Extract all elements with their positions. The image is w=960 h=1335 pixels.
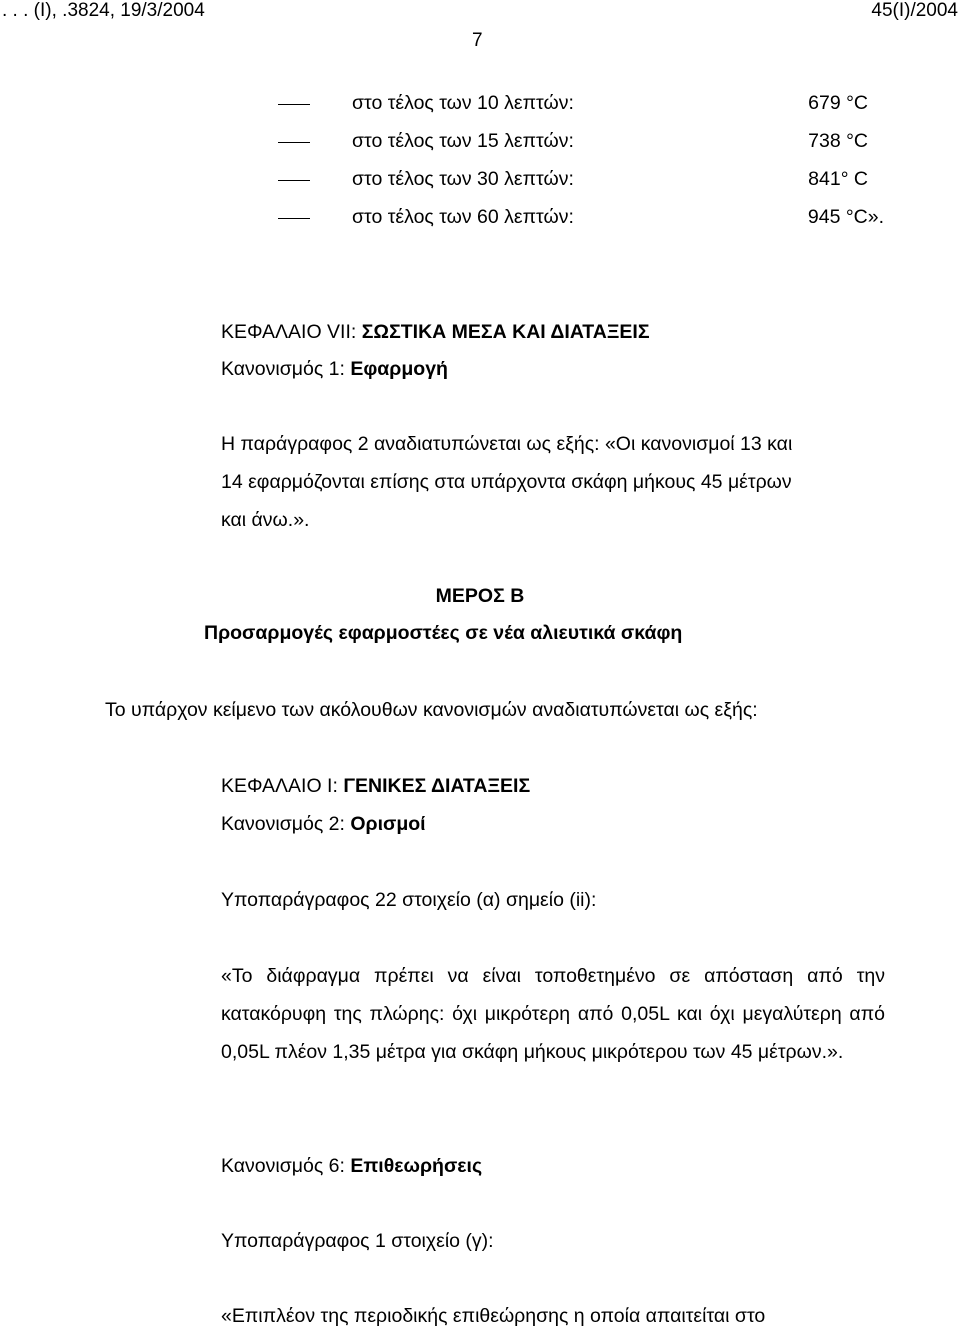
paragraph-line: μικρότερου των 45 μέτρων.».: [591, 1041, 844, 1063]
list-item-value: 679 °C: [808, 92, 868, 114]
dash-marker: [278, 142, 310, 143]
regulation-title: Ορισμοί: [350, 813, 426, 835]
regulation-heading: [221, 813, 426, 836]
part-title-text: ΜΕΡΟΣ Β: [435, 585, 525, 607]
paragraph-line: 14 εφαρμόζονται επίσης στα υπάρχοντα σκάφη μήκους 45 μέτρων: [221, 471, 792, 493]
paragraph-line: Η παράγραφος 2 αναδιατυπώνεται ως εξής: «Οι κανονισμοί 13 και: [221, 433, 793, 455]
page-number: 7: [472, 30, 483, 51]
subparagraph-heading: Υποπαράγραφος 22 στοιχείο (α) σημείο (ii):: [221, 889, 597, 911]
paragraph-line: «Επιπλέον της περιοδικής επιθεώρησης η οποία απαιτείται στο: [221, 1305, 766, 1327]
paragraph-line: μεγαλύτερη από 0,05L πλέον 1,35 μέτρα για σκάφη μήκους: [221, 1003, 885, 1063]
list-item-value: 945 °C».: [807, 206, 884, 228]
regulation-prefix: Κανονισμός 1:: [221, 358, 351, 380]
paragraph-line: «Το διάφραγμα πρέπει να είναι τοποθετημένο σε απόσταση από: [221, 965, 843, 987]
header-right: 45(Ι)/2004: [871, 0, 958, 21]
list-item-label: στο τέλος των 15 λεπτών:: [352, 130, 574, 152]
chapter-prefix: ΚΕΦΑΛΑΙΟ Ι:: [221, 775, 344, 797]
header-left: . . . (Ι), .3824, 19/3/2004: [2, 0, 205, 21]
regulation-heading: [221, 1155, 482, 1178]
part-title: [0, 585, 960, 608]
dash-marker: [278, 104, 310, 105]
subparagraph-heading: Υποπαράγραφος 1 στοιχείο (γ):: [221, 1230, 494, 1252]
list-item-label: στο τέλος των 10 λεπτών:: [352, 92, 574, 114]
regulation-title: Εφαρμογή: [350, 358, 448, 380]
list-item-value: 738 °C: [808, 130, 868, 152]
regulation-title: Επιθεωρήσεις: [350, 1155, 483, 1177]
regulation-heading: [221, 358, 448, 381]
list-item-value: 841° C: [808, 168, 868, 190]
chapter-heading: [221, 775, 530, 798]
list-item-label: στο τέλος των 30 λεπτών:: [352, 168, 574, 190]
part-subtitle-text: Προσαρμογές εφαρμοστέες σε νέα αλιευτικά σκάφη: [204, 622, 683, 644]
chapter-title: ΣΩΣΤΙΚΑ ΜΕΣΑ ΚΑΙ ΔΙΑΤΑΞΕΙΣ: [361, 321, 650, 343]
intro-text: Το υπάρχον κείμενο των ακόλουθων κανονισμών αναδιατυπώνεται ως εξής:: [105, 699, 758, 721]
paragraph-line: και άνω.».: [221, 509, 310, 531]
part-subtitle: [204, 622, 682, 645]
regulation-prefix: Κανονισμός 6:: [221, 1155, 351, 1177]
dash-marker: [278, 218, 310, 219]
chapter-prefix: ΚΕΦΑΛΑΙΟ VII:: [221, 321, 362, 343]
dash-marker: [278, 180, 310, 181]
quoted-paragraph: [221, 957, 885, 1071]
paragraph-line: την κατακόρυφη της πλώρης: όχι μικρότερη από 0,05L και όχι: [221, 965, 885, 1025]
chapter-heading: [221, 321, 650, 344]
quoted-paragraph: [221, 1297, 885, 1335]
list-item-label: στο τέλος των 60 λεπτών:: [352, 206, 574, 228]
regulation-prefix: Κανονισμός 2:: [221, 813, 351, 835]
chapter-title: ΓΕΝΙΚΕΣ ΔΙΑΤΑΞΕΙΣ: [343, 775, 531, 797]
